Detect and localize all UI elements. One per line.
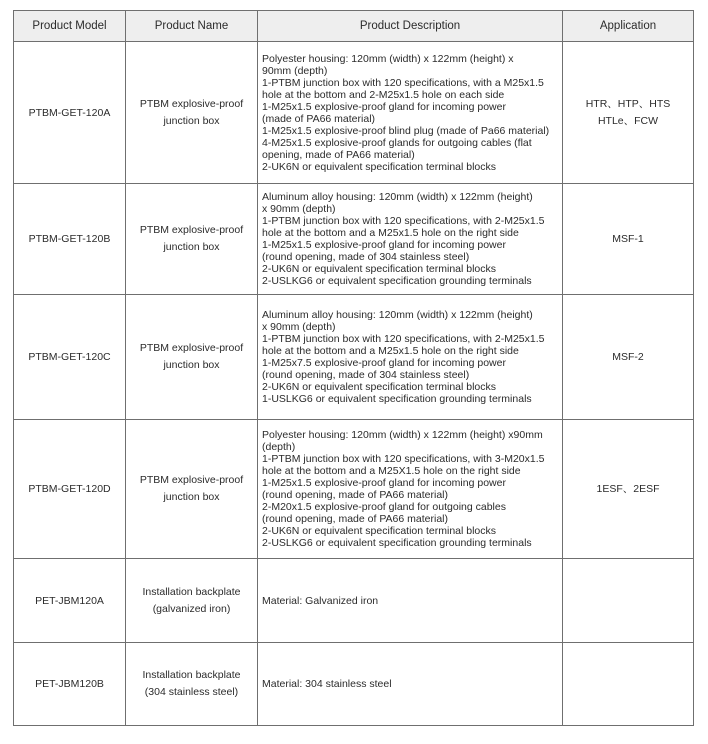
application-line: 1ESF、2ESF	[596, 482, 660, 495]
description-line: Material: 304 stainless steel	[262, 678, 392, 690]
product-name-line: (galvanized iron)	[152, 602, 231, 615]
product-name-line: (304 stainless steel)	[144, 686, 239, 698]
description-line: 90mm (depth)	[262, 64, 328, 77]
description-line: 2-M20x1.5 explosive-proof gland for outgoing cables	[262, 501, 506, 513]
product-name-line: Installation backplate	[142, 669, 241, 681]
description-line: Aluminum alloy housing: 120mm (width) x 122mm (height)	[262, 191, 533, 203]
product-name-line: PTBM explosive-proof	[139, 474, 244, 486]
description-line: hole at the bottom and a M25X1.5 hole on the right side	[262, 465, 521, 477]
description-line: 2-USLKG6 or equivalent specification grounding terminals	[262, 537, 532, 549]
description-line: 1-PTBM junction box with 120 specifications, with 3-M20x1.5	[262, 453, 545, 465]
cell-product-name	[126, 184, 258, 295]
cell-product-model: PTBM-GET-120D	[14, 420, 126, 559]
table-row	[14, 559, 694, 643]
header-product-description: Product Description	[258, 11, 563, 42]
cell-product-description	[258, 42, 563, 184]
product-name-line: junction box	[163, 114, 220, 127]
application-line: MSF-2	[612, 350, 644, 363]
cell-product-model: PET-JBM120A	[14, 559, 126, 643]
cell-product-name	[126, 420, 258, 559]
description-line: 2-UK6N or equivalent specification terminal blocks	[262, 160, 497, 173]
header-row	[14, 11, 694, 42]
application-line: HTR、HTP、HTS	[585, 97, 671, 110]
description-line: (made of PA66 material)	[262, 112, 376, 125]
application-line: HTLe、FCW	[597, 114, 659, 127]
description-line: 2-USLKG6 or equivalent specification grounding terminals	[262, 275, 532, 287]
description-line: hole at the bottom and 2-M25x1.5 hole on each side	[262, 88, 505, 101]
description-line: hole at the bottom and a M25x1.5 hole on the right side	[262, 345, 519, 357]
table-row	[14, 420, 694, 559]
table-row	[14, 295, 694, 420]
cell-application	[563, 184, 694, 295]
cell-application	[563, 559, 694, 643]
cell-application	[563, 42, 694, 184]
cell-product-model: PTBM-GET-120B	[14, 184, 126, 295]
cell-product-name	[126, 42, 258, 184]
table-row	[14, 42, 694, 184]
table-row	[14, 184, 694, 295]
cell-product-description	[258, 420, 563, 559]
description-line: 2-UK6N or equivalent specification terminal blocks	[262, 381, 497, 393]
cell-product-description	[258, 184, 563, 295]
header-application: Application	[563, 11, 694, 42]
description-line: Polyester housing: 120mm (width) x 122mm (height) x90mm	[262, 429, 543, 441]
product-name-line: PTBM explosive-proof	[139, 97, 244, 110]
cell-application	[563, 643, 694, 726]
product-name-line: PTBM explosive-proof	[139, 224, 244, 236]
table-row	[14, 643, 694, 726]
header-product-model: Product Model	[14, 11, 126, 42]
description-line: 1-PTBM junction box with 120 specifications, with a M25x1.5	[262, 76, 544, 89]
description-line: x 90mm (depth)	[262, 203, 336, 215]
cell-product-name	[126, 295, 258, 420]
description-line: 1-M25x7.5 explosive-proof gland for incoming power	[262, 357, 506, 369]
description-line: 1-M25x1.5 explosive-proof gland for incoming power	[262, 100, 506, 113]
description-line: 1-M25x1.5 explosive-proof gland for incoming power	[262, 477, 506, 489]
cell-product-model: PET-JBM120B	[14, 643, 126, 726]
description-line: x 90mm (depth)	[262, 321, 336, 333]
application-line: MSF-1	[612, 232, 644, 245]
description-line: 2-UK6N or equivalent specification terminal blocks	[262, 525, 497, 537]
product-name-line: PTBM explosive-proof	[139, 342, 244, 354]
cell-product-name	[126, 643, 258, 726]
description-line: Material: Galvanized iron	[262, 594, 379, 607]
product-name-line: Installation backplate	[142, 585, 241, 598]
description-line: hole at the bottom and a M25x1.5 hole on the right side	[262, 227, 519, 239]
description-line: 4-M25x1.5 explosive-proof glands for outgoing cables (flat	[262, 136, 532, 149]
cell-application	[563, 420, 694, 559]
description-line: (round opening, made of PA66 material)	[262, 489, 448, 501]
description-line: Polyester housing: 120mm (width) x 122mm (height) x	[262, 52, 514, 65]
product-name-line: junction box	[163, 491, 220, 503]
cell-application	[563, 295, 694, 420]
cell-product-name	[126, 559, 258, 643]
description-line: 1-PTBM junction box with 120 specifications, with 2-M25x1.5	[262, 333, 545, 345]
product-name-line: junction box	[163, 241, 220, 253]
table-body	[14, 42, 694, 726]
product-table	[13, 10, 694, 726]
cell-product-model: PTBM-GET-120A	[14, 42, 126, 184]
description-line: 2-UK6N or equivalent specification terminal blocks	[262, 263, 497, 275]
description-line: (round opening, made of 304 stainless steel)	[262, 251, 470, 263]
cell-product-description	[258, 559, 563, 643]
cell-product-model: PTBM-GET-120C	[14, 295, 126, 420]
description-line: (depth)	[262, 441, 296, 453]
product-name-line: junction box	[163, 359, 220, 371]
header-product-name: Product Name	[126, 11, 258, 42]
description-line: 1-USLKG6 or equivalent specification grounding terminals	[262, 393, 532, 405]
description-line: opening, made of PA66 material)	[262, 148, 415, 161]
description-line: 1-M25x1.5 explosive-proof blind plug (made of Pa66 material)	[262, 124, 550, 137]
table-header	[14, 11, 694, 42]
description-line: 1-PTBM junction box with 120 specifications, with 2-M25x1.5	[262, 215, 545, 227]
description-line: (round opening, made of 304 stainless steel)	[262, 369, 470, 381]
description-line: 1-M25x1.5 explosive-proof gland for incoming power	[262, 239, 506, 251]
description-line: Aluminum alloy housing: 120mm (width) x 122mm (height)	[262, 309, 533, 321]
description-line: (round opening, made of PA66 material)	[262, 513, 448, 525]
cell-product-description	[258, 643, 563, 726]
cell-product-description	[258, 295, 563, 420]
